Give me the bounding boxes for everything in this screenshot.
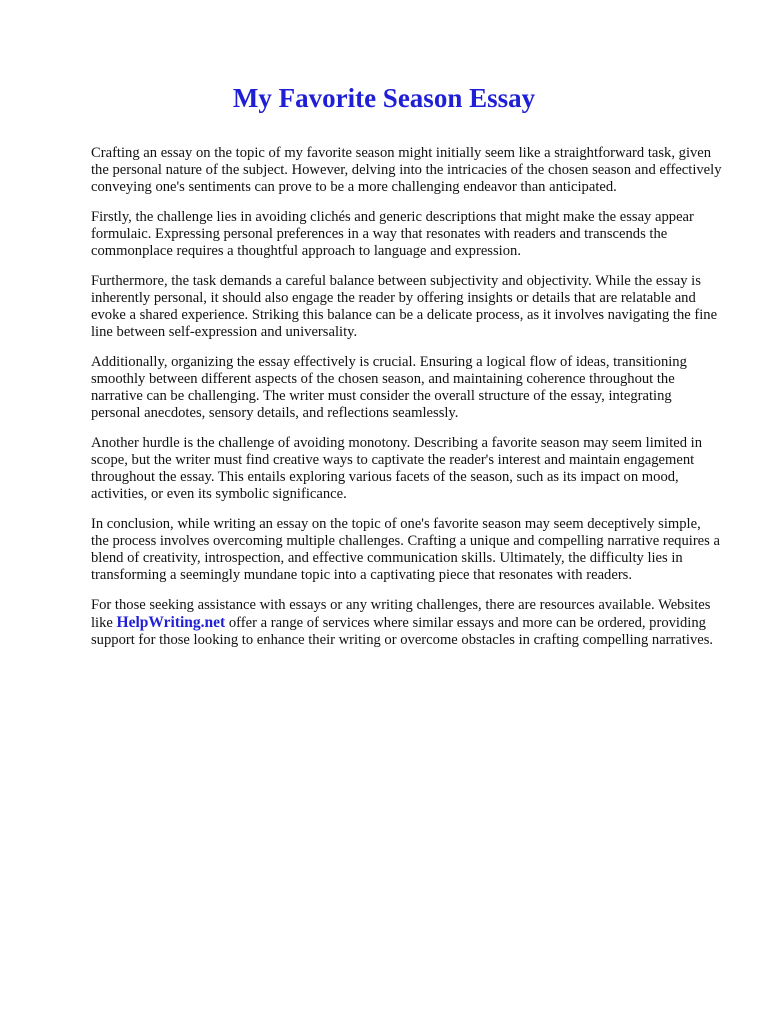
paragraph-7 xyxy=(91,597,722,649)
helpwriting-link[interactable]: HelpWriting.net xyxy=(116,614,226,631)
paragraph-7-before-link: For those seeking assistance with essays or any writing challenges, there are resources available. Websites like xyxy=(91,597,711,631)
paragraph-6: In conclusion, while writing an essay on the topic of one's favorite season may seem deceptively simple, the process involves overcoming multiple challenges. Crafting a unique and compelling narrative requires a blend of creativity, introspection, and effective communication skills. Ultimately, the difficulty lies in transforming a seemingly mundane topic into a captivating piece that resonates with readers. xyxy=(91,516,720,583)
paragraph-7-after-link: offer a range of services where similar essays and more can be ordered, providing support for those looking to enhance their writing or overcome obstacles in crafting compelling narratives. xyxy=(91,615,714,648)
paragraph-3: Furthermore, the task demands a careful balance between subjectivity and objectivity. While the essay is inherently personal, it should also engage the reader by offering insights or details that are relatable and evoke a shared experience. Striking this balance can be a delicate process, as it involves navigating the fine line between self-expression and universality. xyxy=(91,273,718,340)
paragraph-4: Additionally, organizing the essay effectively is crucial. Ensuring a logical flow of ideas, transitioning smoothly between different aspects of the chosen season, and maintaining coherence throughout the narrative can be challenging. The writer must consider the overall structure of the essay, integrating personal anecdotes, sensory details, and reflections seamlessly. xyxy=(91,354,687,421)
essay-body xyxy=(91,145,722,649)
paragraph-1: Crafting an essay on the topic of my favorite season might initially seem like a straightforward task, given the personal nature of the subject. However, delving into the intricacies of the chosen season and effectively conveying one's sentiments can prove to be a more challenging endeavor than anticipated. xyxy=(91,145,722,195)
page-title: My Favorite Season Essay xyxy=(232,83,536,113)
paragraph-2: Firstly, the challenge lies in avoiding clichés and generic descriptions that might make the essay appear formulaic. Expressing personal preferences in a way that resonates with readers and transcends the commonplace requires a thoughtful approach to language and expression. xyxy=(91,209,694,259)
paragraph-5: Another hurdle is the challenge of avoiding monotony. Describing a favorite season may seem limited in scope, but the writer must find creative ways to captivate the reader's interest and maintain engagement throughout the essay. This entails exploring various facets of the season, such as its impact on mood, activities, or even its symbolic significance. xyxy=(91,435,703,502)
